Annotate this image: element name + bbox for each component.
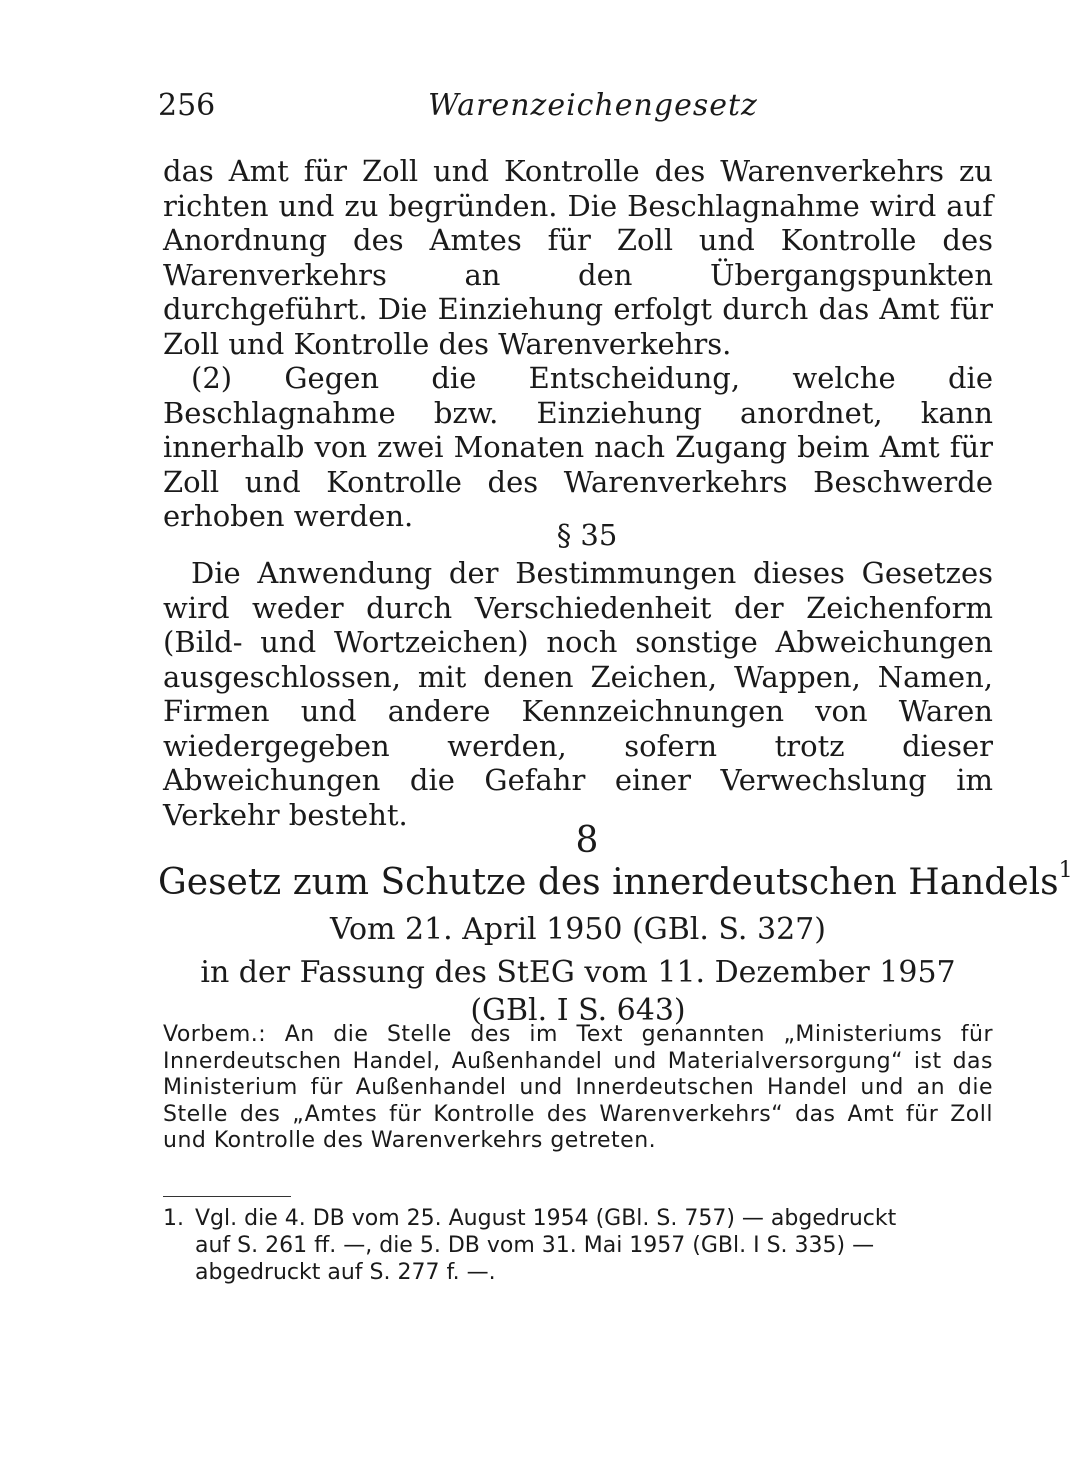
footnote-line xyxy=(163,1205,993,1232)
section-continuation xyxy=(163,154,993,534)
law-version-line-2: (GBl. I S. 643) xyxy=(470,993,686,1028)
footnote-text-3: abgedruckt auf S. 277 f. —. xyxy=(195,1260,496,1285)
running-title: Warenzeichengesetz xyxy=(428,88,758,123)
continuation-paragraph: das Amt für Zoll und Kontrolle des Warenverkehrs zu richten und zu begründen. Die Beschlagnahme wird auf Anordnung des Amtes für Zoll und Kontrolle des Warenverkehrs an den Übergangspunkten durchgeführt. Die Einziehung erfolgt durch das Amt für Zoll und Kontrolle des Warenverkehrs. xyxy=(163,154,993,361)
section-35-body xyxy=(163,556,993,832)
footnote-text-1: Vgl. die 4. DB vom 25. August 1954 (GBl. S. 757) — abgedruckt xyxy=(195,1206,897,1231)
footnote-text-2: auf S. 261 ff. —, die 5. DB vom 31. Mai 1957 (GBl. I S. 335) — xyxy=(195,1233,875,1258)
law-version-line-1: in der Fassung des StEG vom 11. Dezember 1957 xyxy=(200,955,956,990)
footnote-number: 1. xyxy=(163,1206,184,1231)
subsection-2-paragraph: (2) Gegen die Entscheidung, welche die Beschlagnahme bzw. Einziehung anordnet, kann innerhalb von zwei Monaten nach Zugang beim Amt für Zoll und Kontrolle des Warenverkehrs Beschwerde erhoben werden. xyxy=(163,361,993,533)
section-35-paragraph: Die Anwendung der Bestimmungen dieses Gesetzes wird weder durch Verschiedenheit der Zeichenform (Bild- und Wortzeichen) noch sonstige Abweichungen ausgeschlossen, mit denen Zeichen, Wappen, Namen, Firmen und andere Kennzeichnungen von Waren wiedergegeben werden, sofern trotz dieser Abweichungen die Gefahr einer Verwechslung im Verkehr besteht. xyxy=(163,556,993,832)
footnote-divider xyxy=(163,1196,291,1197)
law-title-line xyxy=(158,858,1073,903)
running-head xyxy=(158,88,992,128)
law-version xyxy=(158,954,998,1030)
law-title: Gesetz zum Schutze des innerdeutschen Handels xyxy=(158,862,1059,903)
law-number: 8 xyxy=(575,820,599,861)
footnote xyxy=(163,1205,993,1286)
law-date: Vom 21. April 1950 (GBl. S. 327) xyxy=(330,912,826,947)
section-35-heading: § 35 xyxy=(556,518,618,552)
footnote-marker: 1 xyxy=(1058,858,1073,883)
preliminary-remark: Vorbem.: An die Stelle des im Text genannten „Ministeriums für Innerdeutschen Handel, Außenhandel und Materialversorgung“ ist das Ministerium für Außenhandel und Innerdeutschen Handel und an die Stelle des „Amtes für Kontrolle des Warenverkehrs“ das Amt für Zoll und Kontrolle des Warenverkehrs getreten. xyxy=(163,1022,993,1153)
page-number: 256 xyxy=(158,88,216,123)
